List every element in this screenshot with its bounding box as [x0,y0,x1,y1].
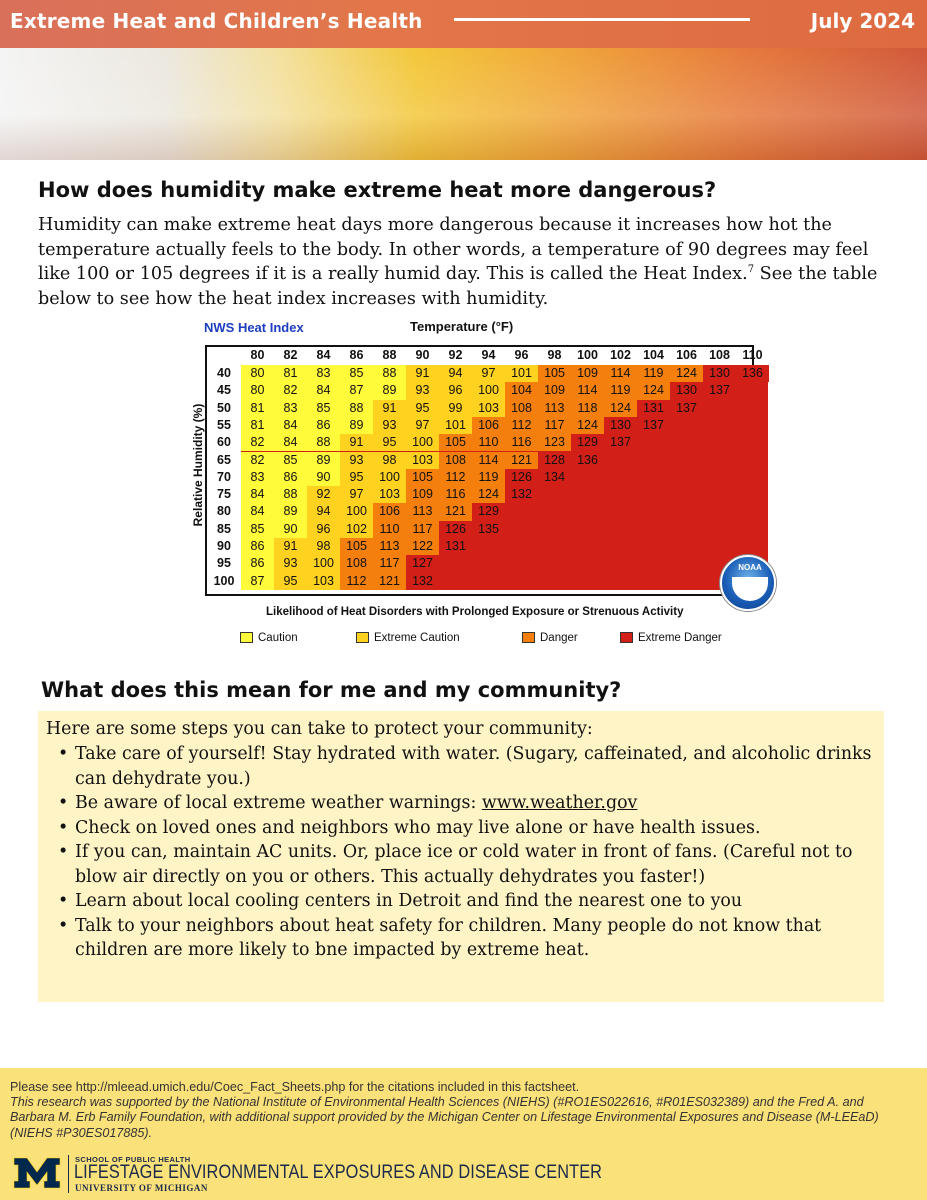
heat-index-cell: 118 [571,400,604,417]
heat-index-cell: 129 [571,434,604,451]
heat-index-cell: 114 [571,382,604,399]
chart-title: NWS Heat Index [204,320,304,335]
humidity-tick: 100 [213,573,235,588]
humidity-axis-title: Relative Humidity (%) [191,403,205,527]
heat-index-cell: 124 [571,417,604,434]
heat-index-cell: 137 [637,417,670,434]
heat-index-cell: 106 [373,503,406,520]
humidity-tick: 55 [217,417,231,432]
heat-index-cell: 100 [406,434,439,451]
humidity-tick: 70 [217,469,231,484]
heat-index-cell: 100 [307,555,340,572]
heat-index-cell: 92 [307,486,340,503]
temperature-tick: 88 [382,348,397,362]
temperature-tick: 82 [283,348,298,362]
heat-index-cell: 114 [604,365,637,382]
heat-index-cell: 131 [637,400,670,417]
issue-date: July 2024 [810,9,915,33]
heat-index-cell: 96 [439,382,472,399]
noaa-gull-icon [732,577,768,601]
heat-index-cell: 93 [340,452,373,469]
heat-index-cell: 109 [538,382,571,399]
humidity-tick: 75 [217,487,231,502]
heat-index-cell: 116 [439,486,472,503]
list-item: • Learn about local cooling centers in Detroit and find the nearest one to you [46,889,876,914]
temperature-tick: 96 [514,348,529,362]
heat-index-cell: 106 [472,417,505,434]
heat-index-cell: 100 [373,469,406,486]
legend-danger [522,632,578,644]
chart-footer-note: Likelihood of Heat Disorders with Prolonged Exposure or Strenuous Activity [266,606,684,618]
legend-swatch-extreme-caution [356,632,369,643]
heat-index-cell: 101 [439,417,472,434]
temperature-tick: 106 [676,348,697,362]
heat-index-cell: 105 [406,469,439,486]
heat-index-cell: 82 [241,434,274,451]
heat-index-cell: 124 [472,486,505,503]
heat-index-cell: 84 [241,503,274,520]
humidity-paragraph [38,213,888,311]
heat-index-cell: 83 [274,400,307,417]
temperature-tick: 80 [250,348,265,362]
heat-index-cell: 130 [604,417,637,434]
heat-index-cell: 93 [274,555,307,572]
heat-index-cell: 96 [307,521,340,538]
funding-note: This research was supported by the National Institute of Environmental Health Sciences (NIEHS) (#RO1ES022616, #R01ES032389) and the Fred A. and Barbara M. Erb Family Foundation, with additional support provided by the Michigan Center on Lifestage Environmental Exposures and Disease (M-LEEaD) (NIEHS #P30ES017885). [10,1095,879,1140]
heat-index-cell: 122 [406,538,439,555]
heat-index-cell: 113 [406,503,439,520]
heat-index-cell: 126 [439,521,472,538]
heat-index-cell: 112 [505,417,538,434]
legend-label-caution: Caution [258,632,298,644]
legend-label-extreme-caution: Extreme Caution [374,632,460,644]
heat-index-cell: 131 [439,538,472,555]
center-name: LIFESTAGE ENVIRONMENTAL EXPOSURES AND DISEASE CENTER [74,1162,603,1183]
steps-list [46,742,876,963]
legend-extreme-caution [356,632,460,644]
temperature-tick: 84 [316,348,331,362]
humidity-text-a: Humidity can make extreme heat days more dangerous because it increases how hot the temperature actually feels to the body. In other words, a temperature of 90 degrees may feel like 100 or 105 degrees if it is a really humid day. This is called the Heat Index. [38,215,869,284]
heat-index-cell: 110 [472,434,505,451]
heat-index-cell: 94 [307,503,340,520]
temperature-tick: 94 [481,348,496,362]
legend-swatch-danger [522,632,535,643]
heat-index-cell: 90 [307,469,340,486]
heat-index-cell: 84 [307,382,340,399]
heat-index-cell: 82 [274,382,307,399]
heat-index-cell: 84 [274,417,307,434]
heat-index-cell: 94 [439,365,472,382]
list-item [46,791,876,816]
heat-index-cell: 113 [538,400,571,417]
legend-swatch-extreme-danger [620,632,633,643]
heat-index-cell: 82 [241,452,274,469]
heat-index-cell: 98 [373,452,406,469]
weather-gov-link[interactable]: www.weather.gov [481,793,638,813]
temperature-axis-title: Temperature (°F) [410,319,514,334]
legend-label-extreme-danger: Extreme Danger [638,632,722,644]
heat-index-cell: 113 [373,538,406,555]
heat-index-cell: 87 [241,573,274,590]
heat-index-cell: 103 [373,486,406,503]
heat-index-cell: 117 [373,555,406,572]
heat-index-cell: 93 [406,382,439,399]
heat-index-cell: 119 [604,382,637,399]
heat-index-cell: 124 [670,365,703,382]
temperature-tick: 98 [547,348,562,362]
heat-index-cell: 91 [406,365,439,382]
heat-index-cell: 124 [637,382,670,399]
heat-index-cell: 98 [307,538,340,555]
heat-index-cell: 114 [472,452,505,469]
heat-index-cell: 95 [274,573,307,590]
humidity-tick: 90 [217,539,231,553]
community-heading: What does this mean for me and my community? [41,678,622,702]
humidity-tick: 50 [217,400,231,415]
noaa-logo-label: NOAA [738,563,762,572]
humidity-tick: 65 [217,452,231,467]
heat-index-cell: 108 [505,400,538,417]
heat-index-cell: 89 [274,503,307,520]
humidity-tick: 85 [217,521,231,536]
noaa-logo [720,555,776,611]
heat-index-cell: 135 [472,521,505,538]
heat-index-cell: 103 [472,400,505,417]
heat-index-cell: 119 [472,469,505,486]
temperature-tick: 108 [709,348,730,362]
citation-block [10,1080,910,1141]
heat-index-cell: 91 [340,434,373,451]
heat-index-cell: 85 [241,521,274,538]
steps-box [38,711,884,1002]
heat-index-cell: 84 [241,486,274,503]
logo-divider [68,1155,69,1193]
heat-index-cell: 137 [703,382,736,399]
heat-index-cell: 128 [538,452,571,469]
legend-swatch-caution [240,632,253,643]
heat-index-cell: 87 [340,382,373,399]
heat-index-cell: 88 [307,434,340,451]
heat-index-cell: 127 [406,555,439,572]
heat-index-cell: 85 [274,452,307,469]
list-item: • Talk to your neighbors about heat safety for children. Many people do not know that children are more likely to bne impacted by extreme heat. [46,914,876,963]
humidity-text-b: See the table below to see how the heat index increases with humidity. [38,264,878,309]
university-name: UNIVERSITY OF MICHIGAN [75,1183,208,1193]
heat-index-cell: 136 [736,365,769,382]
citation-note: Please see http://mleead.umich.edu/Coec_Fact_Sheets.php for the citations included in this factsheet. [10,1080,580,1094]
heat-index-cell: 97 [340,486,373,503]
humidity-tick: 80 [217,504,231,519]
heat-index-cell: 89 [373,382,406,399]
heat-index-cell: 84 [274,434,307,451]
heat-index-cell: 117 [406,521,439,538]
heat-index-cell: 95 [406,400,439,417]
heat-index-cell: 85 [307,400,340,417]
heat-index-cell: 86 [241,538,274,555]
heat-index-cell: 123 [538,434,571,451]
heat-index-cell: 83 [241,469,274,486]
list-item: • Check on loved ones and neighbors who may live alone or have health issues. [46,816,876,841]
heat-index-cell: 129 [472,503,505,520]
legend-extreme-danger [620,632,722,644]
heat-index-cell: 85 [340,365,373,382]
heat-index-grid [205,345,763,596]
heat-index-cell: 104 [505,382,538,399]
heat-index-cell: 124 [604,400,637,417]
heat-index-cell: 109 [406,486,439,503]
heat-index-cell: 81 [241,417,274,434]
heat-index-cell: 112 [439,469,472,486]
heat-index-cell: 132 [505,486,538,503]
heat-index-cell: 95 [373,434,406,451]
heat-index-cell: 112 [340,573,373,590]
heat-index-cell: 105 [340,538,373,555]
heat-index-cell: 130 [703,365,736,382]
heat-index-cell: 99 [439,400,472,417]
legend-label-danger: Danger [540,632,578,644]
heat-index-cell: 88 [340,400,373,417]
humidity-tick: 60 [217,435,231,450]
humidity-tick: 45 [217,383,231,398]
heat-index-cell: 130 [670,382,703,399]
heat-index-cell: 86 [274,469,307,486]
heat-index-cell: 101 [505,365,538,382]
heat-index-cell: 103 [307,573,340,590]
temperature-tick: 102 [610,348,631,362]
heat-index-cell: 93 [373,417,406,434]
heat-index-chart [178,318,763,658]
temperature-tick: 110 [742,348,763,362]
heat-index-cell: 105 [439,434,472,451]
heat-index-cell: 88 [373,365,406,382]
heat-index-cell: 137 [670,400,703,417]
heat-index-cell: 80 [241,382,274,399]
list-item: • Take care of yourself! Stay hydrated with water. (Sugary, caffeinated, and alcoholic drinks can dehydrate you.) [46,742,876,791]
heat-index-cell: 116 [505,434,538,451]
heat-index-cell: 134 [538,469,571,486]
heat-index-cell: 89 [307,452,340,469]
heat-index-cell: 121 [373,573,406,590]
heat-index-cell: 81 [241,400,274,417]
temperature-tick: 104 [643,348,664,362]
heat-index-cell: 103 [406,452,439,469]
heat-index-cell: 83 [307,365,340,382]
heat-index-cell: 102 [340,521,373,538]
humidity-tick: 40 [217,366,231,380]
heat-index-cell: 121 [439,503,472,520]
heat-index-cell: 108 [439,452,472,469]
heat-index-cell: 100 [340,503,373,520]
heat-index-cell: 80 [241,365,274,382]
heat-index-cell: 136 [571,452,604,469]
heat-index-cell: 91 [373,400,406,417]
heat-index-cell: 119 [637,365,670,382]
footnote-marker: 7 [747,264,755,276]
temperature-tick: 100 [577,348,598,362]
footer [0,1068,927,1200]
temperature-tick: 90 [415,348,430,362]
heat-index-cell: 137 [604,434,637,451]
heat-index-cell: 89 [340,417,373,434]
heat-index-cell: 88 [274,486,307,503]
heat-index-cell: 100 [472,382,505,399]
list-item: • If you can, maintain AC units. Or, place ice or cold water in front of fans. (Careful not to blow air directly on you or others. This actually dehydrates you faster!) [46,840,876,889]
heat-index-cell: 109 [571,365,604,382]
page-title: Extreme Heat and Children’s Health [10,9,423,33]
block-m-logo-icon [12,1156,62,1190]
header-divider [454,18,750,21]
list-item-text: Be aware of local extreme weather warnings: [75,793,482,813]
heat-index-cell: 121 [505,452,538,469]
heat-index-cell: 95 [340,469,373,486]
heat-index-cell: 91 [274,538,307,555]
heat-index-cell: 108 [340,555,373,572]
heat-index-cell: 90 [274,521,307,538]
heat-index-cell: 97 [406,417,439,434]
temperature-tick: 92 [448,348,463,362]
humidity-heading: How does humidity make extreme heat more dangerous? [38,178,717,202]
humidity-tick: 95 [217,556,231,571]
heat-index-cell: 81 [274,365,307,382]
heat-index-cell: 132 [406,573,439,590]
legend-caution [240,632,298,644]
heat-index-cell: 117 [538,417,571,434]
heat-index-cell: 126 [505,469,538,486]
banner-shade [0,48,927,160]
heat-index-cell: 86 [241,555,274,572]
heat-index-cell: 97 [472,365,505,382]
temperature-tick: 86 [349,348,364,362]
heat-index-cell: 110 [373,521,406,538]
heat-index-cell: 105 [538,365,571,382]
heat-index-cell: 86 [307,417,340,434]
school-name: SCHOOL OF PUBLIC HEALTH [75,1155,191,1164]
steps-intro: Here are some steps you can take to protect your community: [46,719,593,739]
